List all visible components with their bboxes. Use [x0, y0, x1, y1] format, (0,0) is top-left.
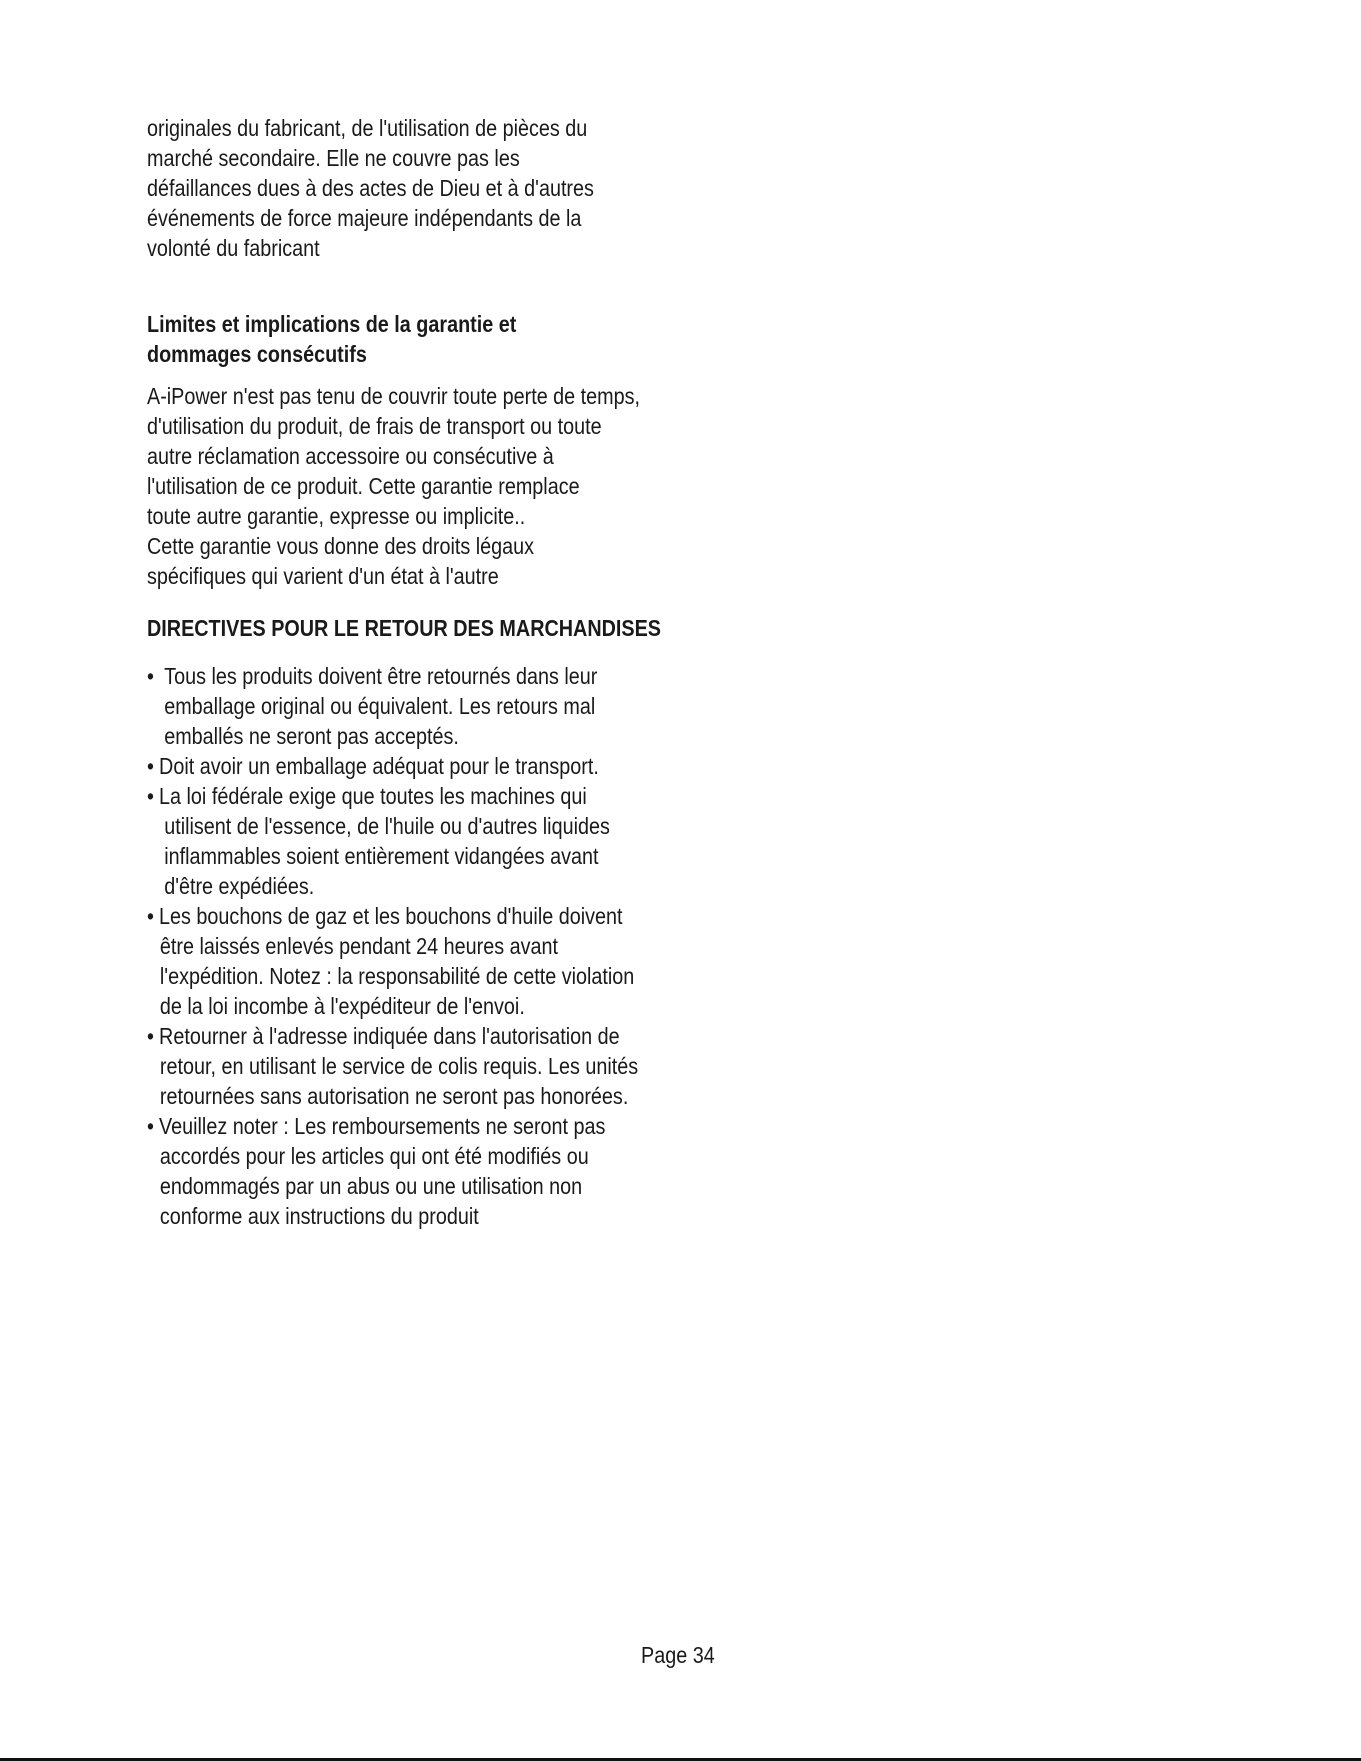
list-item-line: Veuillez noter : Les remboursements ne seront pas [159, 1113, 606, 1139]
list-item [147, 901, 706, 1021]
limits-heading [147, 309, 706, 369]
list-item-line: Tous les produits doivent être retournés dans leur [159, 663, 598, 689]
list-item-line: d'être expédiées. [164, 873, 315, 899]
list-item-line: Retourner à l'adresse indiquée dans l'autorisation de [159, 1023, 620, 1049]
bullet-icon: • [147, 903, 154, 929]
bullet-icon: • [147, 783, 154, 809]
list-item-line: accordés pour les articles qui ont été modifiés ou [159, 1143, 589, 1169]
list-item [147, 661, 706, 751]
heading-line: DIRECTIVES POUR LE RETOUR DES MARCHANDISES [147, 615, 661, 641]
list-item-line: conforme aux instructions du produit [159, 1203, 479, 1229]
paragraph-line: marché secondaire. Elle ne couvre pas les [147, 145, 520, 171]
bullet-icon: • [147, 663, 154, 689]
bullet-icon: • [147, 1023, 154, 1049]
page-number: Page 34 [641, 1642, 715, 1668]
paragraph-line: autre réclamation accessoire ou consécutive à [147, 443, 554, 469]
list-item-line: emballage original ou équivalent. Les retours mal [164, 693, 596, 719]
bullet-icon: • [147, 1113, 154, 1139]
list-item-line: Les bouchons de gaz et les bouchons d'huile doivent [159, 903, 623, 929]
list-item-line: Doit avoir un emballage adéquat pour le transport. [159, 753, 599, 779]
paragraph-line: A-iPower n'est pas tenu de couvrir toute perte de temps, [147, 383, 641, 409]
list-item-line: l'expédition. Notez : la responsabilité de cette violation [159, 963, 635, 989]
list-item [147, 1021, 706, 1111]
list-item [147, 1111, 706, 1231]
list-item [147, 781, 706, 901]
bullet-icon: • [147, 753, 154, 779]
paragraph-line: originales du fabricant, de l'utilisation de pièces du [147, 115, 588, 141]
paragraph-line: l'utilisation de ce produit. Cette garantie remplace [147, 473, 580, 499]
paragraph-line: défaillances dues à des actes de Dieu et à d'autres [147, 175, 594, 201]
paragraph-line: toute autre garantie, expresse ou implicite.. [147, 503, 526, 529]
paragraph-line: événements de force majeure indépendants de la [147, 205, 582, 231]
list-item-line: de la loi incombe à l'expéditeur de l'envoi. [159, 993, 525, 1019]
list-item-line: La loi fédérale exige que toutes les machines qui [159, 783, 587, 809]
paragraph-line: volonté du fabricant [147, 235, 320, 261]
list-item-line: retour, en utilisant le service de colis requis. Les unités [159, 1053, 639, 1079]
list-item-line: endommagés par un abus ou une utilisation non [159, 1173, 583, 1199]
heading-line: Limites et implications de la garantie et [147, 311, 517, 337]
list-item-line: emballés ne seront pas acceptés. [164, 723, 459, 749]
list-item-line: utilisent de l'essence, de l'huile ou d'autres liquides [164, 813, 610, 839]
list-item-line: être laissés enlevés pendant 24 heures avant [159, 933, 558, 959]
list-item-line: retournées sans autorisation ne seront pas honorées. [159, 1083, 629, 1109]
paragraph-line: d'utilisation du produit, de frais de transport ou toute [147, 413, 602, 439]
return-bullet-list [147, 661, 706, 1231]
list-item-line: inflammables soient entièrement vidangées avant [164, 843, 599, 869]
intro-paragraph [147, 113, 706, 263]
heading-line: dommages consécutifs [147, 341, 367, 367]
return-heading [147, 613, 706, 643]
limits-paragraph [147, 381, 706, 591]
paragraph-line: spécifiques qui varient d'un état à l'autre [147, 563, 499, 589]
list-item [147, 751, 706, 781]
paragraph-line: Cette garantie vous donne des droits légaux [147, 533, 535, 559]
